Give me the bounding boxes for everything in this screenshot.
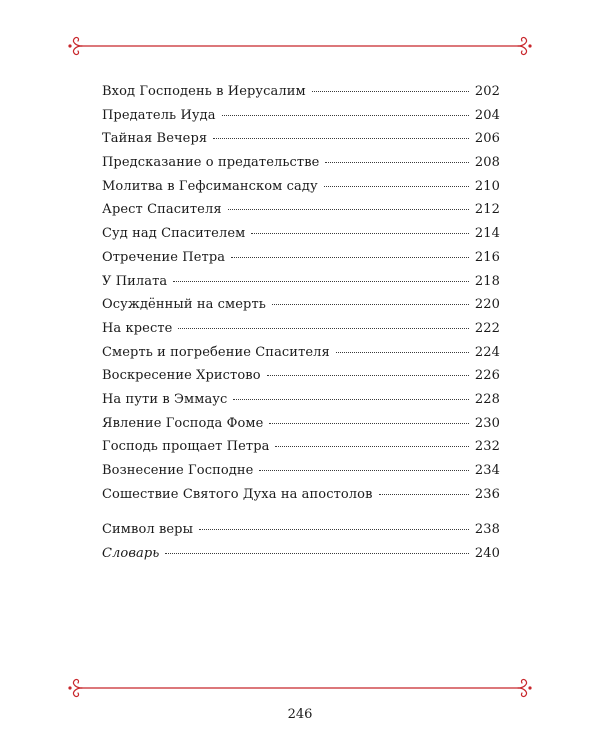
dot-leader	[178, 328, 468, 329]
dot-leader	[272, 304, 469, 305]
toc-entry-title: Смерть и погребение Спасителя	[102, 344, 330, 360]
toc-entry-title: Арест Спасителя	[102, 202, 222, 218]
toc-entry[interactable]	[102, 179, 500, 203]
toc-entry[interactable]	[102, 321, 500, 345]
toc-entry[interactable]	[102, 250, 500, 274]
toc-entry-title: Вознесение Господне	[102, 463, 254, 478]
toc-entry-page: 240	[474, 546, 500, 562]
dot-leader	[259, 470, 468, 471]
toc-entry-title: На пути в Эммаус	[102, 391, 228, 407]
toc-entry[interactable]	[102, 368, 500, 392]
toc-entry-title: Молитва в Гефсиманском саду	[102, 178, 318, 194]
toc-entry-creed[interactable]	[102, 522, 500, 546]
top-ornament-divider	[68, 36, 532, 56]
dot-leader	[233, 399, 468, 400]
dot-leader	[324, 186, 469, 187]
toc-entry-page: 208	[474, 155, 500, 171]
toc-entry[interactable]	[102, 439, 500, 463]
dot-leader	[269, 423, 468, 424]
toc-entry-page: 232	[474, 439, 500, 455]
toc-entry-title: Тайная Вечеря	[102, 131, 208, 147]
dot-leader	[199, 529, 469, 530]
toc-entry-page: 204	[474, 107, 500, 123]
toc-entry-title: Предатель Иуда	[102, 107, 216, 123]
toc-entry-glossary[interactable]	[102, 546, 500, 570]
toc-entry[interactable]	[102, 274, 500, 298]
toc-entry[interactable]	[102, 131, 500, 155]
dot-leader	[275, 446, 468, 447]
dot-leader	[165, 553, 468, 554]
toc-entry-page: 216	[474, 249, 500, 265]
toc-entry-page: 212	[474, 202, 500, 218]
toc-entry-page: 210	[474, 178, 500, 194]
toc-entry-page: 230	[474, 415, 500, 431]
toc-entry[interactable]	[102, 416, 500, 440]
toc-entry-title: Господь прощает Петра	[102, 439, 270, 455]
dot-leader	[231, 257, 469, 258]
toc-entry-title: Явление Господа Фоме	[102, 415, 264, 431]
scroll-divider-icon	[68, 678, 532, 698]
toc-entry-page: 234	[474, 463, 500, 478]
dot-leader	[312, 91, 469, 92]
toc-entry-page: 236	[474, 486, 500, 502]
scroll-divider-icon	[68, 36, 532, 56]
toc-entry[interactable]	[102, 487, 500, 511]
dot-leader	[222, 115, 469, 116]
toc-entry-title: Предсказание о предательстве	[102, 155, 320, 171]
toc-entry-page: 222	[474, 320, 500, 336]
dot-leader	[267, 375, 469, 376]
toc-entry[interactable]	[102, 463, 500, 487]
toc-entry-title: Воскресение Христово	[102, 368, 261, 384]
toc-entry-page: 228	[474, 391, 500, 407]
toc-entry-page: 238	[474, 522, 500, 538]
dot-leader	[173, 281, 469, 282]
toc-entry-page: 224	[474, 344, 500, 360]
dot-leader	[228, 209, 469, 210]
toc-entry-page: 202	[474, 84, 500, 99]
toc-entry-title: У Пилата	[102, 273, 168, 289]
toc-entry-title: Словарь	[102, 546, 160, 562]
dot-leader	[325, 162, 468, 163]
toc-entry[interactable]	[102, 84, 500, 108]
toc-entry-page: 206	[474, 131, 500, 147]
toc-entry[interactable]	[102, 345, 500, 369]
toc-entry[interactable]	[102, 297, 500, 321]
toc-entry[interactable]	[102, 155, 500, 179]
toc-section-gap	[102, 510, 500, 522]
toc-entry-title: На кресте	[102, 320, 173, 336]
toc-entry-title: Символ веры	[102, 522, 194, 538]
page-number: 246	[287, 707, 313, 722]
toc-entry-title: Отречение Петра	[102, 249, 226, 265]
toc-entry-title: Сошествие Святого Духа на апостолов	[102, 486, 373, 502]
dot-leader	[336, 352, 469, 353]
toc-entry-page: 220	[474, 297, 500, 313]
toc-entry-page: 218	[474, 273, 500, 289]
toc-entry-page: 214	[474, 226, 500, 242]
dot-leader	[379, 494, 469, 495]
toc-entry[interactable]	[102, 226, 500, 250]
table-of-contents	[102, 84, 500, 570]
dot-leader	[251, 233, 469, 234]
toc-entry-title: Вход Господень в Иерусалим	[102, 84, 306, 99]
toc-entry[interactable]	[102, 108, 500, 132]
toc-entry[interactable]	[102, 202, 500, 226]
toc-entry-page: 226	[474, 368, 500, 384]
toc-entry-title: Осуждённый на смерть	[102, 297, 266, 313]
bottom-ornament-divider	[68, 678, 532, 698]
toc-entry-title: Суд над Спасителем	[102, 226, 246, 242]
toc-entry[interactable]	[102, 392, 500, 416]
dot-leader	[213, 138, 469, 139]
